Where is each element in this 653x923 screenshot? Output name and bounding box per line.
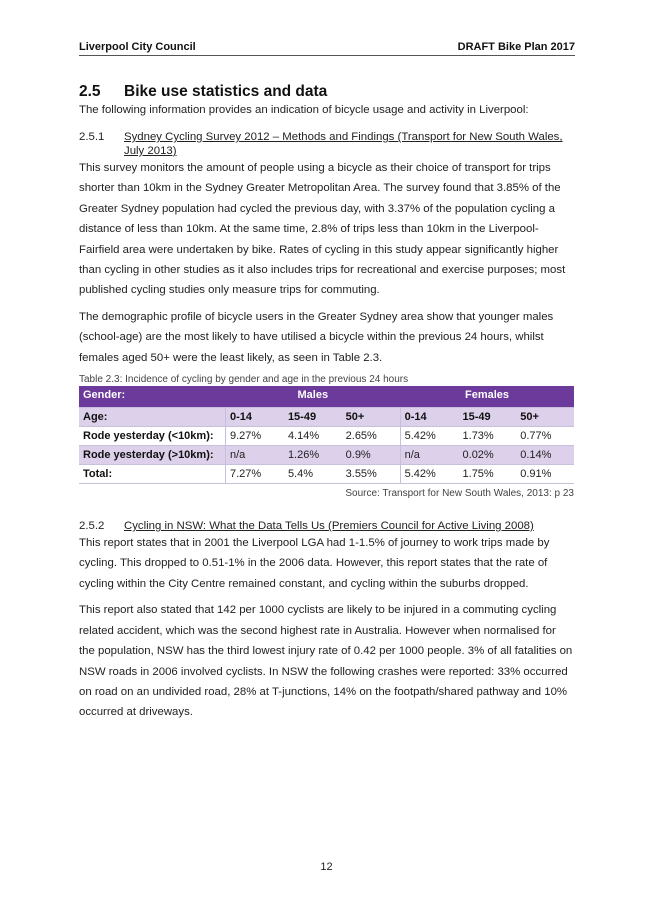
table-cell: 7.27% [226,465,284,484]
subsection-heading-2-5-1 [79,130,573,158]
header-divider [79,55,575,56]
table-cell: n/a [226,446,284,465]
cycling-incidence-table [79,386,574,484]
table-cell: 2.65% [342,427,400,446]
table-header-row [79,386,574,408]
table-cell: 4.14% [284,427,342,446]
subsection-heading-2-5-2 [79,519,573,533]
age-label: Age: [79,408,226,427]
section-number: 2.5 [79,83,101,100]
table-cell: 5.4% [284,465,342,484]
table-caption: Table 2.3: Incidence of cycling by gender and age in the previous 24 hours [79,374,409,386]
table-cell: 0.02% [459,446,517,465]
section-intro: The following information provides an indication of bicycle usage and activity in Liverpool: [79,104,529,116]
table-cell: 0.14% [516,446,574,465]
table-cell: 0.91% [516,465,574,484]
age-cell: 15-49 [459,408,517,427]
page-content [79,82,573,723]
section-title: Bike use statistics and data [124,83,328,100]
section-heading [79,82,573,101]
table-source: Source: Transport for New South Wales, 2013: p 23 [345,488,574,500]
header-organisation: Liverpool City Council [79,41,196,53]
age-cell: 50+ [516,408,574,427]
age-row [79,408,574,427]
subsection-title: Sydney Cycling Survey 2012 – Methods and Findings (Transport for New South Wales, July 2013) [124,131,563,157]
row-label: Rode yesterday (>10km): [79,446,226,465]
injury-statistics-paragraph: This report also stated that 142 per 1000 cyclists are likely to be injured in a commuting cycling related accident, which was the second highest rate in Australia. However when normalised for the population, NSW has the third lowest injury rate of 0.42 per 1000 people. 3% of all fatalities on NSW roads in 2006 involved cyclists. In NSW the following crashes were reported: 33% occurred on road on an undivided road, 28% at T-junctions, 14% on the footpath/shared pathway and 10% occurred at driveways. [79,604,573,719]
subsection-number: 2.5.1 [79,131,105,143]
table-cell: 0.9% [342,446,400,465]
table-row [79,465,574,484]
age-cell: 0-14 [400,408,458,427]
table-row [79,446,574,465]
table-cell: 1.75% [459,465,517,484]
age-cell: 0-14 [226,408,284,427]
page-number: 12 [320,861,333,873]
subsection-number: 2.5.2 [79,520,105,533]
males-header: Males [226,386,401,408]
age-cell: 50+ [342,408,400,427]
demographic-paragraph: The demographic profile of bicycle users in the Greater Sydney area show that younger males (school-age) are the most likely to have utilised a bicycle within the previous 24 hours, whilst females aged 50+ were the least likely, as seen in Table 2.3. [79,310,554,364]
table-cell: 9.27% [226,427,284,446]
survey-paragraph: This survey monitors the amount of people using a bicycle as their choice of transport for trips shorter than 10km in the Sydney Greater Metropolitan Area. The survey found that 3.85% of the Greater Sydney population had cycled the previous day, with 3.37% of the population cycling a distance of less than 10km. At the same time, 2.8% of trips less than 10km in the Liverpool-Fairfield area were undertaken by bike. Rates of cycling in this study appear significantly higher than cycling in other studies as it also includes trips for recreational and exercise purposes; most published cycling studies only measure trips for commuting. [79,162,566,297]
table-cell: n/a [400,446,458,465]
header-document-title: DRAFT Bike Plan 2017 [457,41,575,53]
table-cell: 1.26% [284,446,342,465]
table-cell: 3.55% [342,465,400,484]
row-label: Total: [79,465,226,484]
journey-to-work-paragraph: This report states that in 2001 the Liverpool LGA had 1-1.5% of journey to work trips made by cycling. This dropped to 0.51-1% in the 2006 data. However, this report states that the rate of cycling within the City Centre remained constant, and cycling within the suburbs dropped. [79,537,550,590]
females-header: Females [400,386,574,408]
table-row [79,427,574,446]
age-cell: 15-49 [284,408,342,427]
subsection-title: Cycling in NSW: What the Data Tells Us (Premiers Council for Active Living 2008) [124,520,534,533]
table-cell: 0.77% [516,427,574,446]
gender-label: Gender: [79,386,226,408]
table-cell: 5.42% [400,465,458,484]
table-cell: 1.73% [459,427,517,446]
table-cell: 5.42% [400,427,458,446]
row-label: Rode yesterday (<10km): [79,427,226,446]
